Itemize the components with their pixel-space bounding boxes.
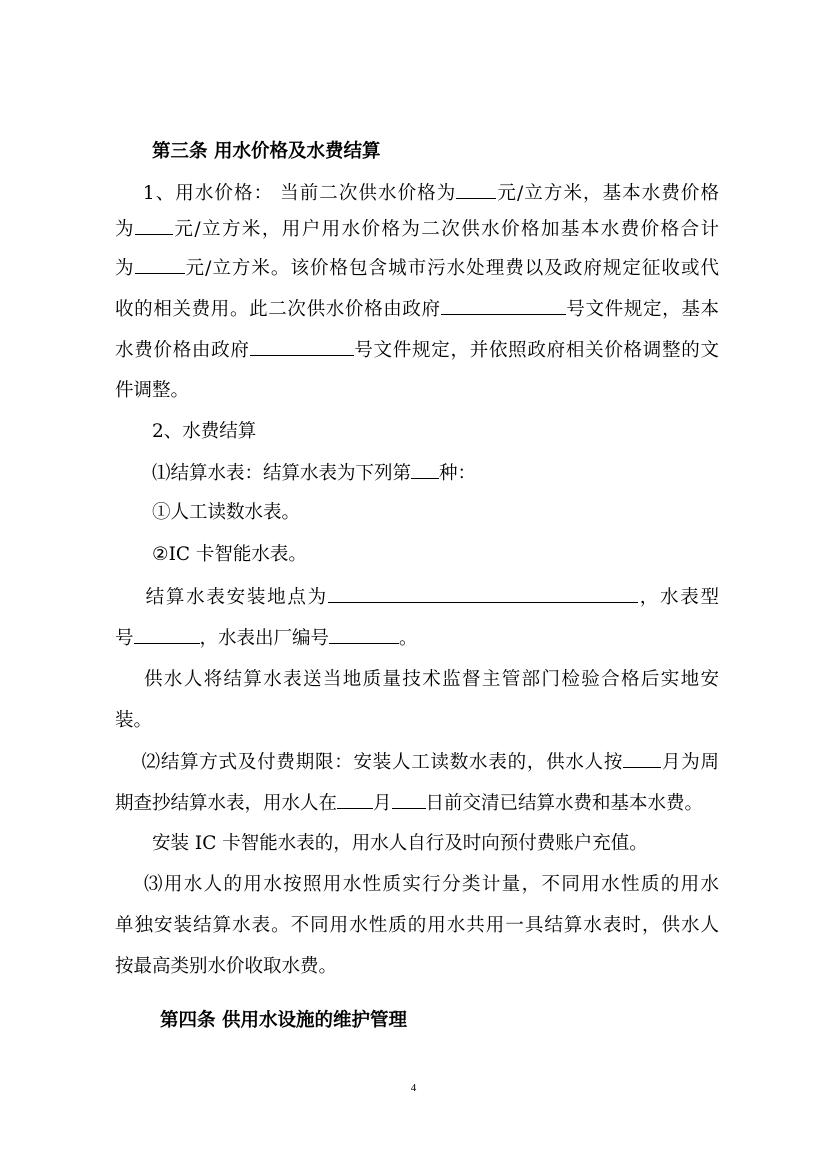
blank-base-price[interactable] xyxy=(135,217,173,235)
price-line-4: 收的相关费用。此二次供水价格由政府 号文件规定，基本 xyxy=(115,299,719,320)
meter-location-line-2: 号 ，水表出厂编号 。 xyxy=(115,628,418,649)
classification-line-3: 按最高类别水价收取水费。 xyxy=(115,956,338,977)
blank-total-price[interactable] xyxy=(135,256,185,274)
option-manual-meter: ①人工读数水表。 xyxy=(152,502,301,523)
ic-card-prepay-line: 安装 IC 卡智能水表的，用水人自行及时向预付费账户充值。 xyxy=(152,833,648,854)
blank-meter-serial[interactable] xyxy=(329,626,399,644)
blank-payment-day[interactable] xyxy=(392,791,426,809)
fee-settlement-title: 2、水费结算 xyxy=(152,421,257,442)
blank-billing-cycle-months[interactable] xyxy=(623,750,661,768)
price-line-1: 1、用水价格： 当前二次供水价格为 元/立方米，基本水费价格 xyxy=(142,183,719,204)
article-4-heading: 第四条 供用水设施的维护管理 xyxy=(160,1010,407,1031)
meter-inspection-line-2: 装。 xyxy=(115,710,153,731)
price-line-2: 为 元/立方米，用户用水价格为二次供水价格加基本水费价格合计 xyxy=(115,219,719,240)
price-line-3: 为 元/立方米。该价格包含城市污水处理费以及政府规定征收或代 xyxy=(115,258,719,279)
classification-line-1: ⑶用水人的用水按照用水性质实行分类计量，不同用水性质的用水 xyxy=(144,874,719,895)
meter-type-line: ⑴结算水表：结算水表为下列第 种： xyxy=(152,463,477,484)
price-line-5: 水费价格由政府 号文件规定，并依照政府相关价格调整的文 xyxy=(115,340,719,361)
blank-secondary-price[interactable] xyxy=(456,181,496,199)
blank-meter-choice[interactable] xyxy=(411,461,439,479)
payment-line-1: ⑵结算方式及付费期限：安装人工读数水表的，供水人按 月为周 xyxy=(141,752,719,773)
article-3-heading: 第三条 用水价格及水费结算 xyxy=(152,141,381,162)
blank-meter-location[interactable] xyxy=(328,585,638,603)
blank-base-doc-number[interactable] xyxy=(250,338,354,356)
payment-line-2: 期查抄结算水表，用水人在 月 日前交清已结算水费和基本水费。 xyxy=(115,793,704,814)
page-number: 4 xyxy=(410,1082,417,1094)
meter-inspection-line-1: 供水人将结算水表送当地质量技术监督主管部门检验合格后实地安 xyxy=(144,669,719,690)
blank-payment-month[interactable] xyxy=(337,791,373,809)
price-line-6: 件调整。 xyxy=(115,380,190,401)
blank-meter-model[interactable] xyxy=(134,626,200,644)
meter-location-line-1: 结算水表安装地点为 ，水表型 xyxy=(145,587,719,608)
classification-line-2: 单独安装结算水表。不同用水性质的用水共用一具结算水表时，供水人 xyxy=(115,915,719,936)
blank-secondary-doc-number[interactable] xyxy=(441,297,566,315)
option-ic-meter: ②IC 卡智能水表。 xyxy=(152,544,307,565)
